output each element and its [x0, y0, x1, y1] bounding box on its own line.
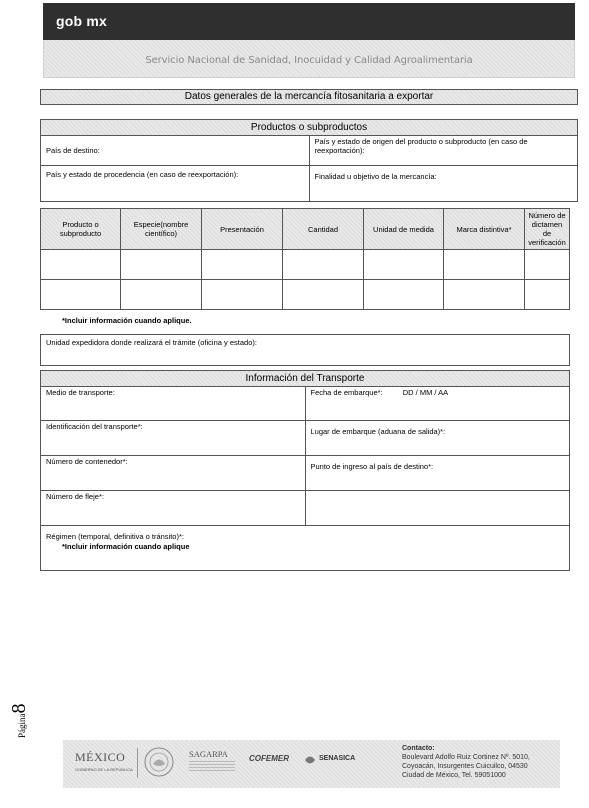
mexico-logo: MÉXICO	[75, 750, 126, 764]
shipping-date-format: DD / MM / AA	[402, 388, 449, 397]
items-cell[interactable]	[121, 280, 202, 310]
cofemer-logo: COFEMER	[249, 754, 289, 763]
items-header-verification: Número de dictamen de verificación	[525, 209, 570, 250]
field-origin-country[interactable]: País y estado de origen del producto o subproducto (en caso de reexportación):	[309, 136, 578, 166]
field-shipping-date[interactable]	[305, 387, 570, 421]
contact-block	[402, 744, 530, 780]
items-cell[interactable]	[41, 250, 121, 280]
contact-line: Boulevard Adolfo Ruiz Cortinez Nº. 5010,	[402, 754, 530, 761]
field-transport-id[interactable]: Identificación del transporte*:	[41, 421, 306, 456]
items-header-unit: Unidad de medida	[364, 209, 444, 250]
items-header-brand: Marca distintiva*	[444, 209, 525, 250]
field-regime[interactable]: Régimen (temporal, definitiva o tránsito)*:	[41, 526, 570, 571]
empty-cell	[305, 491, 570, 526]
field-provenance-country[interactable]: País y estado de procedencia (en caso de reexportación):	[41, 166, 310, 202]
note-apply: *Incluir información cuando aplique.	[62, 316, 192, 325]
header-bar	[43, 3, 575, 40]
sagarpa-logo: SAGARPA	[189, 749, 228, 759]
items-cell[interactable]	[444, 250, 525, 280]
field-container-number[interactable]: Número de contenedor*:	[41, 456, 306, 491]
items-cell[interactable]	[525, 250, 570, 280]
footer-divider	[137, 748, 138, 778]
items-cell[interactable]	[202, 280, 283, 310]
coat-of-arms-icon	[143, 746, 175, 778]
products-table	[40, 119, 578, 202]
note-apply-transport: *Incluir información cuando aplique	[62, 542, 190, 551]
section-title: Datos generales de la mercancía fitosanitaria a exportar	[40, 89, 578, 105]
items-header-presentation: Presentación	[202, 209, 283, 250]
items-cell[interactable]	[364, 250, 444, 280]
items-cell[interactable]	[525, 280, 570, 310]
page-digit: 8	[8, 703, 30, 714]
field-purpose[interactable]: Finalidad u objetivo de la mercancía:	[309, 166, 578, 202]
footer-banner	[63, 740, 560, 788]
field-shipping-place[interactable]: Lugar de embarque (aduana de salida)*:	[305, 421, 570, 456]
sagarpa-subtitle-icon	[189, 761, 235, 773]
gobmx-logo: gob mx	[56, 13, 107, 29]
items-cell[interactable]	[202, 250, 283, 280]
mexico-logo-sub: GOBIERNO DE LA REPÚBLICA	[75, 767, 133, 772]
field-issuing-unit[interactable]: Unidad expedidora donde realizará el trámite (oficina y estado):	[40, 334, 570, 366]
items-cell[interactable]	[283, 280, 364, 310]
senasica-logo: SENASICA	[319, 755, 356, 762]
field-entry-point[interactable]: Punto de ingreso al país de destino*:	[305, 456, 570, 491]
shipping-date-label: Fecha de embarque*:	[310, 388, 383, 397]
field-seal-number[interactable]: Número de fleje*:	[41, 491, 306, 526]
contact-line: Ciudad de México, Tel. 59051000	[402, 772, 506, 779]
products-title: Productos o subproductos	[41, 120, 578, 136]
senasica-icon	[303, 753, 317, 767]
items-header-quantity: Cantidad	[283, 209, 364, 250]
contact-title: Contacto:	[402, 745, 435, 752]
items-cell[interactable]	[121, 250, 202, 280]
transport-table	[40, 370, 570, 571]
items-cell[interactable]	[283, 250, 364, 280]
agency-name: Servicio Nacional de Sanidad, Inocuidad y Calidad Agroalimentaria	[145, 55, 473, 66]
items-header-product: Producto o subproducto	[41, 209, 121, 250]
items-header-species: Especie(nombre científico)	[121, 209, 202, 250]
contact-line: Coyoacán, Insurgentes Cuicuilco, 04530	[402, 763, 528, 770]
page-number	[4, 690, 44, 740]
items-cell[interactable]	[444, 280, 525, 310]
agency-banner	[43, 40, 575, 78]
items-cell[interactable]	[364, 280, 444, 310]
items-cell[interactable]	[41, 280, 121, 310]
field-destination-country[interactable]: País de destino:	[41, 136, 310, 166]
page-word: Página	[17, 713, 27, 738]
items-table	[40, 208, 570, 310]
transport-title: Información del Transporte	[41, 371, 570, 387]
field-transport-means[interactable]: Medio de transporte:	[41, 387, 306, 421]
